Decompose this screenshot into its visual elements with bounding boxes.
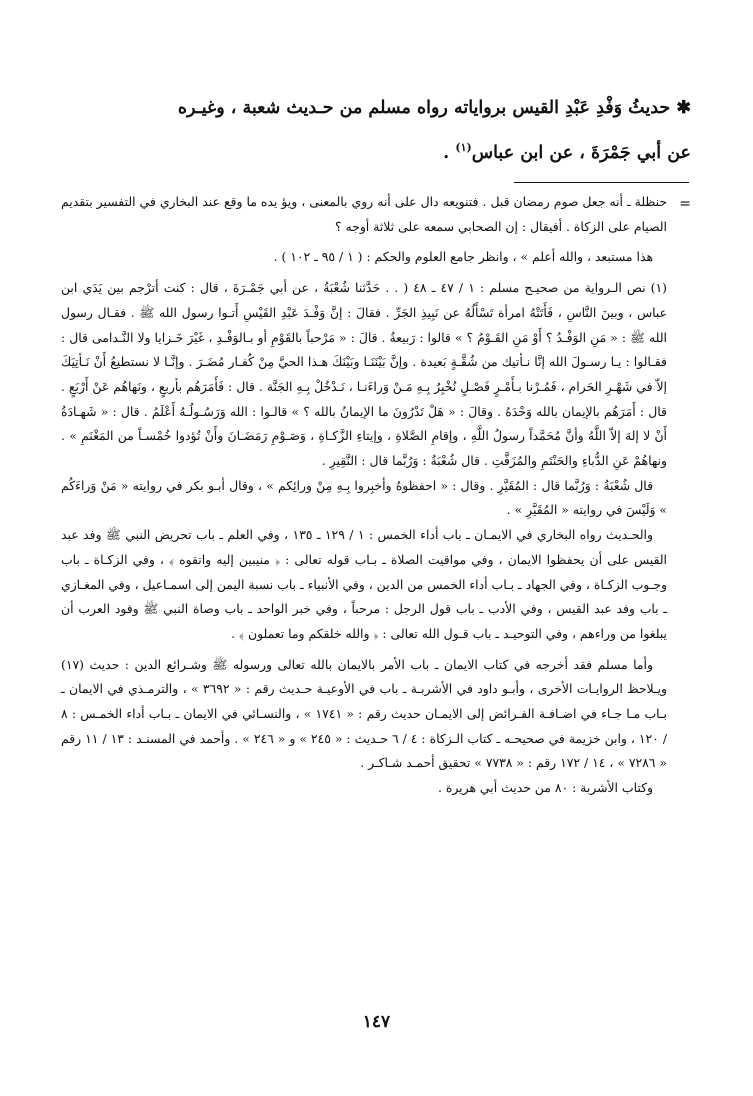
main-line-2 [71, 128, 691, 173]
footnote-separator-rule [514, 182, 689, 183]
page-number: ١٤٧ [362, 1012, 391, 1032]
main-line-2-text: عن أبي جَمْرَةَ ، عن ابن عباس [471, 142, 691, 163]
footnote-continued-end: هذا مستبعد ، والله أعلم » ، وانظر جامع العلوم والحكم : ( ١ / ٩٥ ـ ١٠٢ ) . [273, 249, 653, 265]
footnote-1-text: (١) نص الـرواية من صحيـح مسلم : ١ / ٤٧ ـ ٤٨ ( . . حَدَّثنا شُعْبَةُ ، عن أبي جَمْـرَةَ ، قال : كنت أترْجم بين يَدَي ابن عباس ، وبينَ النَّاسِ ، فَأَتَتْهُ امرأة تَسْأَلُهُ عن نَبِيذِ الجَرِّ . فقالَ : إنَّ وَفْـدَ عَبْدِ القَيْسِ أَتـوا رسول الله ﷺ . فقـال رسول الله ﷺ : « مَنِ الوَفْـدُ ؟ أَوْ مَنِ القَـوْمُ ؟ » قالوا : رَبيعةُ . قالَ : « مَرْحباً بالقَوْمِ أو بـالوَفْـدِ ، غَيْرَ خَـزايا ولا النَّـدامى قال : فقـالوا : يـا رسـولَ الله إنَّا نـأتيك من شُقَّـةٍ بَعيدة . وإنَّ بَيْنَنَـا وبَيْنَكَ هـذا الحيَّ مِنْ كُفـار مُضَـرَ . وإنَّـا لا نستطيعُ أَنْ نَـأتِيَكَ إلاّ في شَهْـرِ الحَرام ، فَمُـرْنا بـأَمْـرٍ فَصْـلٍ نُخْبِرُ بِـهِ مَـنْ وَراءَنـا ، نَـدْخُلْ بِـهِ الجَنَّة . قال : فَأَمَرَهُم بأربعٍ ، ونَهاهُم عَنْ أَرْبَعٍ . قال : أَمَرَهُم بالإيمان بالله وَحْدَهُ . وقالَ : « هَلْ تَدْرُونَ ما الإيمانُ بالله ؟ » قالـوا : الله وَرَسُـولُـهُ أَعْلَمُ . قال : « شَهـادَةُ أَنْ لا إلهَ إلاّ اللَّهُ وأنَّ مُحَمَّداً رسولُ اللَّهِ ، وإقامِ الصَّلاةِ ، وإيتاءِ الزَّكـاةِ ، وَصَـوْمِ رَمَضَـانَ وأَنْ تُؤدوا خُمْسـاً من المَغْنَمِ » . ونهاهُمْ عَنِ الدُّباءِ والحَنْتَمِ والمُزَفَّتِ . قال شُعْبَةُ : وَرُبَّما قال : النَّقِيرِ . [61, 280, 667, 469]
main-hadith-heading [71, 88, 691, 173]
footnote-1-ashriba: وكتاب الأشربة : ٨٠ من حديث أبي هريرة . [437, 780, 653, 796]
footnotes-block [61, 190, 667, 801]
footnote-1-shuba-note: قال شُعْبَةُ : وَرُبَّما قال : المُقَيَّرِ . وقال : « احفظوهُ وأخبِروا بِـهِ مِنْ ورائِكم » ، وقال أبـو بكر في روايته « مَنْ وَراءَكُم » وَلَيْسَ في روايته « المُقَيَّرِ » . [61, 477, 667, 518]
continuation-mark: = [679, 196, 691, 212]
footnote-1-muslim: وأما مسلم فقد أخرجه في كتاب الايمان ـ باب الأمر بالايمان بالله تعالى ورسوله ﷺ وشـرائع الدين : حديث (١٧) ويـلاحظ الروايـات الأخرى ، وأبـو داود في الأشربـة ـ باب في الأوعيـة حـديث رقم : « ٣٦٩٢ » ، والترمـذي في الايمان ـ بـاب مـا جـاء في اضـافـة الفـرائض إلى الايمـان حديث رقم : « ١٧٤١ » ، والنسـائي في الايمان ـ بـاب أداء الخمـس : ٨ / ١٢٠ ، وابن خزيمة في صحيحـه ـ كتاب الـزكاة : ٤ / ٦ حـديث : « ٢٤٥ » و « ٢٤٦ » . وأحمد في المسنـد : ١٣ / ١١ رقم « ٧٢٨٦ » ، ١٤ / ١٧٢ رقم : « ٧٧٣٨ » تحقيق أحمـد شـاكـر . [61, 656, 668, 771]
footnote-reference: (١) [455, 141, 472, 154]
main-line-1: ✱ حديثُ وَفْدِ عَبْدِ القيس برواياته رواه مسلم من حـديث شعبة ، وغيـره [177, 98, 691, 118]
footnote-1-bukhari: والحـديث رواه البخاري في الايمـان ـ باب أداء الخمس : ١ / ١٢٩ ـ ١٣٥ ، وفي العلم ـ باب تحريض النبي ﷺ وفد عبد القيس على أن يحفظوا الايمان ، وفي مواقيت الصلاة ـ بـاب قوله تعالى : ﴿ منيبين إليه واتقوه ﴾ ، وفي الزكـاة ـ باب وجـوب الزكـاة ، وفي الجهاد ـ بـاب أداء الخمس من الدين ، وفي الأنبياء ـ باب نسبة اليمن إلى اسمـاعيل ، وفي المغـازي ـ باب وفد عبد القيس ، وفي الأدب ـ باب قول الرجل : مرحباً ، وفي خبر الواحد ـ باب وصاة النبي ﷺ وفود العرب أن يبلغوا من وراءهم ، وفي التوحيـد ـ باب قـول الله تعالى : ﴿ والله خلقكم وما تعملون ﴾ . [61, 527, 667, 641]
main-line-2-end: . [443, 142, 456, 163]
footnote-continued-paragraph: حنظلة ـ أنه جعل صوم رمضان قبل . فتنويعه دال على أنه روي بالمعنى ، ويؤ يده ما وقع عند البخاري في التفسير بتقديم الصيام على الزكاة . أفيقال : إن الصحابي سمعه على ثلاثة أوجه ؟ [61, 194, 667, 234]
